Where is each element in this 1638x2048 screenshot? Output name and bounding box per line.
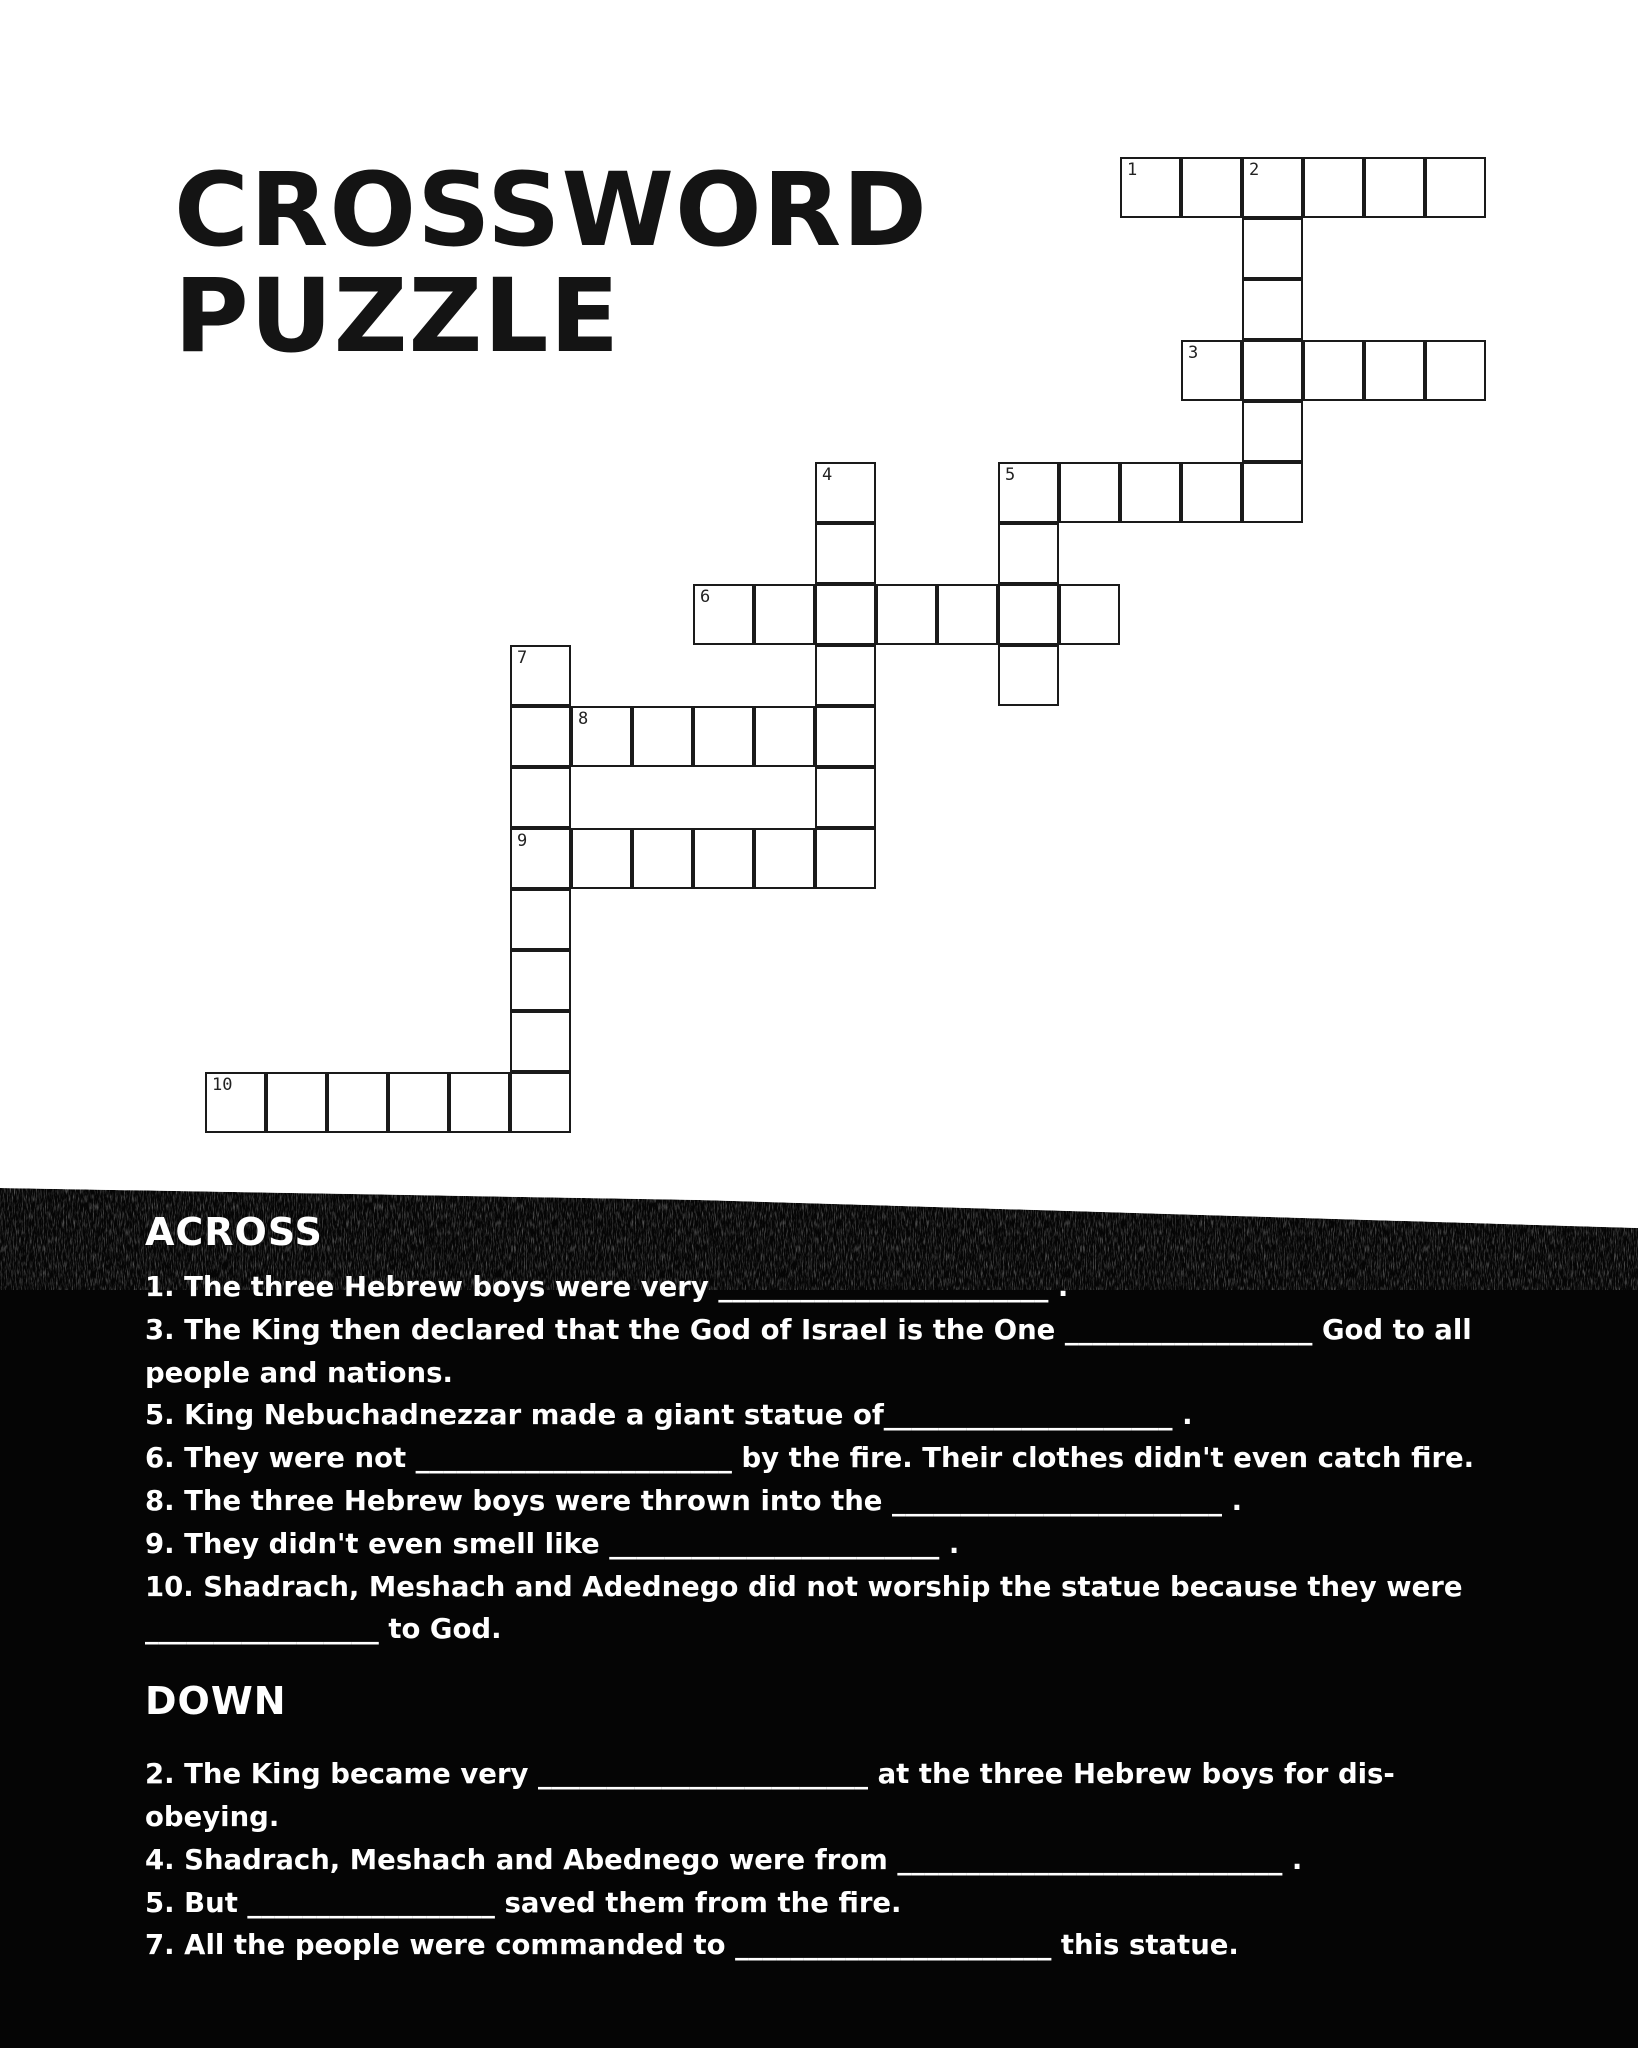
across-clue: 10. Shadrach, Meshach and Adednego did not worship the statue because they were _________________ to God.: [145, 1570, 1463, 1646]
grid-cell[interactable]: [510, 950, 571, 1011]
grid-cell[interactable]: [1242, 401, 1303, 462]
grid-cell[interactable]: [1181, 462, 1242, 523]
grid-cell[interactable]: [510, 889, 571, 950]
grid-cell[interactable]: [571, 828, 632, 889]
grid-cell[interactable]: [1120, 462, 1181, 523]
grid-cell[interactable]: [815, 706, 876, 767]
grid-cell[interactable]: [937, 584, 998, 645]
grid-cell[interactable]: [1242, 462, 1303, 523]
grid-cell[interactable]: [1059, 462, 1120, 523]
grid-cell[interactable]: [815, 828, 876, 889]
grid-cell[interactable]: [632, 828, 693, 889]
grid-cell[interactable]: [1303, 340, 1364, 401]
grid-cell[interactable]: [815, 767, 876, 828]
clue-number: 1: [1127, 160, 1138, 180]
across-clue: 8. The three Hebrew boys were thrown into the ________________________ .: [145, 1484, 1243, 1517]
down-clue: 2. The King became very ________________________ at the three Hebrew boys for dis-obeying.: [145, 1758, 1395, 1833]
across-heading: ACROSS: [145, 1210, 323, 1254]
clue-number: 8: [578, 709, 589, 729]
grid-cell[interactable]: [754, 828, 815, 889]
clue-number: 9: [517, 831, 528, 851]
clue-number: 10: [212, 1075, 233, 1095]
grid-cell[interactable]: [510, 1072, 571, 1133]
title-line-2: PUZZLE: [174, 257, 621, 376]
clue-number: 2: [1249, 160, 1260, 180]
grid-cell[interactable]: [1120, 157, 1181, 218]
grid-cell[interactable]: [388, 1072, 449, 1133]
grid-cell[interactable]: [998, 584, 1059, 645]
grid-cell[interactable]: [1242, 218, 1303, 279]
grid-cell[interactable]: [1364, 340, 1425, 401]
grid-cell[interactable]: [815, 584, 876, 645]
grid-cell[interactable]: [693, 584, 754, 645]
grid-cell[interactable]: [510, 1011, 571, 1072]
across-clue: 5. King Nebuchadnezzar made a giant statue of_____________________ .: [145, 1399, 1193, 1432]
grid-cell[interactable]: [510, 828, 571, 889]
grid-cell[interactable]: [693, 828, 754, 889]
grid-cell[interactable]: [754, 584, 815, 645]
grid-cell[interactable]: [998, 462, 1059, 523]
grid-cell[interactable]: [510, 767, 571, 828]
title-line-1: CROSSWORD: [174, 151, 928, 270]
grid-cell[interactable]: [327, 1072, 388, 1133]
clue-number: 7: [517, 648, 528, 668]
grid-cell[interactable]: [510, 706, 571, 767]
down-clue: 5. But __________________ saved them from the fire.: [145, 1886, 902, 1919]
grid-cell[interactable]: [1242, 157, 1303, 218]
grid-cell[interactable]: [571, 706, 632, 767]
grid-cell[interactable]: [1181, 340, 1242, 401]
down-clue: 4. Shadrach, Meshach and Abednego were from ____________________________ .: [145, 1843, 1303, 1876]
grid-cell[interactable]: [1181, 157, 1242, 218]
clue-number: 3: [1188, 343, 1199, 363]
grid-cell[interactable]: [205, 1072, 266, 1133]
grid-cell[interactable]: [1425, 340, 1486, 401]
grid-cell[interactable]: [1364, 157, 1425, 218]
grid-cell[interactable]: [632, 706, 693, 767]
clues-section: [145, 1210, 1515, 1967]
grid-cell[interactable]: [1242, 279, 1303, 340]
grid-cell[interactable]: [754, 706, 815, 767]
across-clue: 1. The three Hebrew boys were very ________________________ .: [145, 1271, 1069, 1303]
grid-cell[interactable]: [449, 1072, 510, 1133]
grid-cell[interactable]: [1303, 157, 1364, 218]
grid-cell[interactable]: [815, 645, 876, 706]
grid-cell[interactable]: [693, 706, 754, 767]
across-clue: 3. The King then declared that the God of Israel is the One __________________ God to all people and nations.: [145, 1313, 1472, 1389]
grid-cell[interactable]: [998, 645, 1059, 706]
across-clue: 6. They were not _______________________ by the fire. Their clothes didn't even catch fire.: [145, 1442, 1475, 1475]
clue-number: 4: [822, 465, 833, 485]
grid-cell[interactable]: [1242, 340, 1303, 401]
down-clue: 7. All the people were commanded to _______________________ this statue.: [145, 1929, 1239, 1962]
grid-cell[interactable]: [1425, 157, 1486, 218]
down-heading: DOWN: [145, 1679, 287, 1724]
clue-number: 6: [700, 587, 711, 607]
grid-cell[interactable]: [998, 523, 1059, 584]
grid-cell[interactable]: [876, 584, 937, 645]
grid-cell[interactable]: [510, 645, 571, 706]
grid-cell[interactable]: [815, 523, 876, 584]
grid-cell[interactable]: [1059, 584, 1120, 645]
across-clue: 9. They didn't even smell like ________________________ .: [145, 1527, 960, 1560]
clue-number: 5: [1005, 465, 1016, 485]
grid-cell[interactable]: [266, 1072, 327, 1133]
grid-cell[interactable]: [815, 462, 876, 523]
